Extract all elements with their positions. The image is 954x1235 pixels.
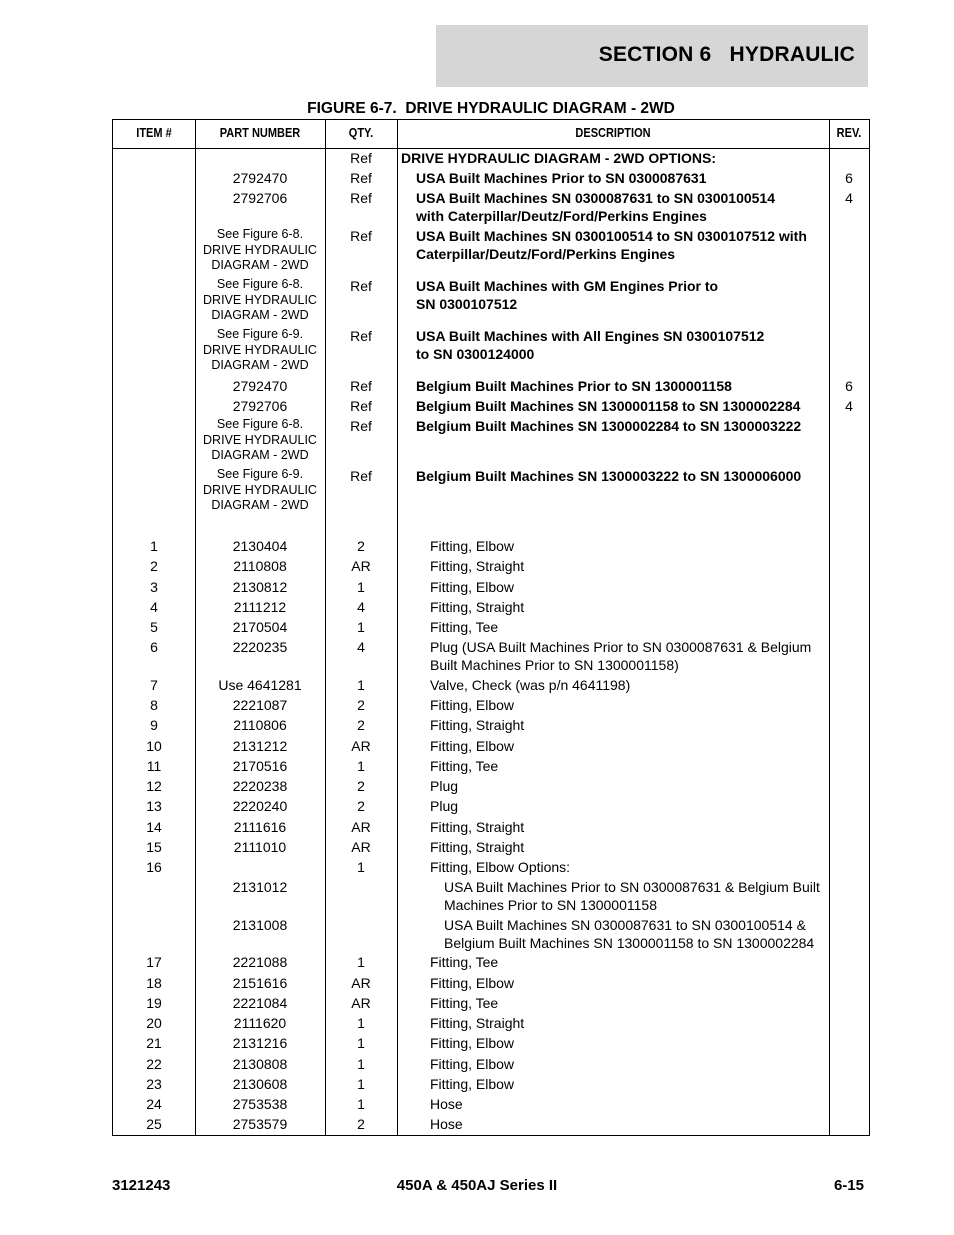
footer-doc-number: 3121243 — [112, 1177, 171, 1194]
description: USA Built Machines SN 0300087631 to SN 0300100514 & Belgium Built Machines SN 1300001158 to SN 1300002284 — [444, 917, 815, 951]
part-number: See Figure 6-8. DRIVE HYDRAULIC DIAGRAM - 2WD — [203, 277, 317, 322]
part-number: 2110806 — [233, 717, 287, 733]
description: DRIVE HYDRAULIC DIAGRAM - 2WD OPTIONS: — [401, 150, 716, 166]
part-number: See Figure 6-8. DRIVE HYDRAULIC DIAGRAM - 2WD — [203, 417, 317, 462]
quantity: 2 — [357, 717, 365, 733]
quantity: 1 — [357, 1076, 365, 1092]
footer-page-number: 6-15 — [833, 1177, 864, 1194]
part-number: 2130812 — [232, 579, 288, 595]
part-number: 2753579 — [232, 1116, 288, 1132]
part-number: 2131008 — [232, 917, 288, 933]
item-number: 13 — [146, 798, 162, 814]
quantity: 4 — [357, 639, 365, 655]
part-number: 2221084 — [232, 995, 288, 1011]
quantity: 1 — [357, 954, 365, 970]
description: Hose — [430, 1116, 463, 1132]
part-number: See Figure 6-9. DRIVE HYDRAULIC DIAGRAM - 2WD — [203, 467, 317, 512]
description: USA Built Machines Prior to SN 0300087631 & Belgium Built Machines Prior to SN 1300001158 — [444, 879, 820, 913]
description: Fitting, Straight — [430, 819, 525, 835]
quantity: 2 — [357, 697, 365, 713]
item-number: 11 — [146, 758, 162, 774]
quantity: 2 — [357, 798, 365, 814]
description: Fitting, Elbow — [430, 579, 515, 595]
description: Fitting, Straight — [430, 1015, 525, 1031]
description: Fitting, Straight — [430, 717, 525, 733]
part-number: Use 4641281 — [218, 677, 302, 693]
column-header-description: DESCRIPTION — [575, 126, 651, 140]
part-number: 2111620 — [233, 1015, 287, 1031]
part-number: 2792470 — [232, 378, 288, 394]
part-number: 2130404 — [232, 538, 288, 554]
item-number: 21 — [146, 1035, 162, 1051]
part-number: 2131212 — [232, 738, 288, 754]
item-number: 18 — [146, 975, 162, 991]
item-number: 10 — [146, 738, 162, 754]
part-number: 2111616 — [233, 819, 287, 835]
revision: 4 — [845, 398, 853, 414]
description: Fitting, Elbow — [430, 1056, 515, 1072]
description: Fitting, Straight — [430, 558, 525, 574]
part-number: 2220235 — [232, 639, 288, 655]
quantity: Ref — [350, 170, 372, 186]
quantity: 1 — [357, 859, 365, 875]
description: Belgium Built Machines SN 1300002284 to SN 1300003222 — [416, 418, 802, 434]
item-number: 25 — [146, 1116, 162, 1132]
part-number: 2170504 — [232, 619, 288, 635]
item-number: 24 — [146, 1096, 162, 1112]
description: Fitting, Tee — [430, 758, 499, 774]
column-header-part-number: PART NUMBER — [219, 126, 301, 140]
part-number: See Figure 6-9. DRIVE HYDRAULIC DIAGRAM - 2WD — [203, 327, 317, 372]
part-number: 2792470 — [232, 170, 288, 186]
part-number: 2221087 — [232, 697, 288, 713]
part-number: 2111010 — [233, 839, 287, 855]
quantity: 1 — [357, 1096, 365, 1112]
quantity: Ref — [350, 190, 372, 206]
header-divider — [113, 148, 869, 149]
item-number: 19 — [146, 995, 162, 1011]
description: Fitting, Elbow — [430, 538, 515, 554]
part-number: 2220240 — [232, 798, 288, 814]
part-number: 2753538 — [232, 1096, 288, 1112]
quantity: Ref — [350, 228, 372, 244]
description: Fitting, Tee — [430, 954, 499, 970]
quantity: AR — [351, 995, 371, 1011]
quantity: Ref — [350, 328, 372, 344]
description: USA Built Machines SN 0300087631 to SN 0300100514 with Caterpillar/Deutz/Ford/Perkins Engines — [416, 190, 776, 224]
part-number: See Figure 6-8. DRIVE HYDRAULIC DIAGRAM - 2WD — [203, 227, 317, 272]
description: Belgium Built Machines SN 1300001158 to SN 1300002284 — [416, 398, 801, 414]
part-number: 2792706 — [232, 398, 288, 414]
column-header-item: ITEM # — [136, 126, 172, 140]
quantity: 1 — [357, 619, 365, 635]
part-number: 2111212 — [233, 599, 287, 615]
column-header-qty: QTY. — [348, 126, 374, 140]
description: Fitting, Straight — [430, 839, 525, 855]
quantity: Ref — [350, 150, 372, 166]
description: Fitting, Elbow — [430, 738, 515, 754]
item-number: 12 — [146, 778, 162, 794]
item-number: 4 — [150, 599, 158, 615]
footer-model: 450A & 450AJ Series II — [396, 1177, 558, 1194]
description: Fitting, Elbow Options: — [430, 859, 571, 875]
item-number: 15 — [146, 839, 162, 855]
part-number: 2170516 — [232, 758, 288, 774]
part-number: 2792706 — [232, 190, 288, 206]
section-header — [436, 25, 868, 87]
quantity: Ref — [350, 378, 372, 394]
description: Fitting, Tee — [430, 995, 499, 1011]
part-number: 2221088 — [232, 954, 288, 970]
quantity: AR — [351, 819, 371, 835]
quantity: 2 — [357, 1116, 365, 1132]
figure-title: FIGURE 6-7. DRIVE HYDRAULIC DIAGRAM - 2WD — [307, 100, 675, 117]
description: Belgium Built Machines SN 1300003222 to SN 1300006000 — [416, 468, 802, 484]
part-number: 2110808 — [233, 558, 287, 574]
item-number: 20 — [146, 1015, 162, 1031]
description: USA Built Machines with All Engines SN 0300107512 to SN 0300124000 — [416, 328, 765, 362]
description: Plug (USA Built Machines Prior to SN 0300087631 & Belgium Built Machines Prior to SN 1300001158) — [430, 639, 812, 673]
item-number: 23 — [146, 1076, 162, 1092]
description: USA Built Machines with GM Engines Prior to SN 0300107512 — [416, 278, 719, 312]
description: Fitting, Tee — [430, 619, 499, 635]
part-number: 2130608 — [232, 1076, 288, 1092]
description: Hose — [430, 1096, 463, 1112]
item-number: 9 — [150, 717, 158, 733]
item-number: 1 — [150, 538, 158, 554]
item-number: 5 — [150, 619, 158, 635]
item-number: 3 — [150, 579, 158, 595]
description: Fitting, Elbow — [430, 697, 515, 713]
parts-table — [112, 119, 870, 1136]
part-number: 2131012 — [232, 879, 288, 895]
description: Fitting, Elbow — [430, 1076, 515, 1092]
part-number: 2130808 — [232, 1056, 288, 1072]
item-number: 6 — [150, 639, 158, 655]
description: Fitting, Elbow — [430, 1035, 515, 1051]
item-number: 14 — [146, 819, 162, 835]
quantity: Ref — [350, 278, 372, 294]
item-number: 22 — [146, 1056, 162, 1072]
description: USA Built Machines SN 0300100514 to SN 0300107512 with Caterpillar/Deutz/Ford/Perkins Engines — [416, 228, 807, 262]
item-number: 8 — [150, 697, 158, 713]
quantity: 2 — [357, 538, 365, 554]
quantity: 4 — [357, 599, 365, 615]
quantity: Ref — [350, 398, 372, 414]
quantity: AR — [351, 558, 371, 574]
description: USA Built Machines Prior to SN 0300087631 — [416, 170, 707, 186]
quantity: 1 — [357, 1056, 365, 1072]
description: Plug — [430, 778, 459, 794]
quantity: 1 — [357, 677, 365, 693]
quantity: 1 — [357, 758, 365, 774]
quantity: Ref — [350, 418, 372, 434]
quantity: 2 — [357, 778, 365, 794]
quantity: AR — [351, 738, 371, 754]
section-title: SECTION 6 HYDRAULIC — [598, 43, 855, 66]
quantity: AR — [351, 975, 371, 991]
revision: 4 — [845, 190, 853, 206]
description: Valve, Check (was p/n 4641198) — [430, 677, 631, 693]
quantity: 1 — [357, 1035, 365, 1051]
description: Fitting, Elbow — [430, 975, 515, 991]
column-divider — [397, 120, 398, 1135]
item-number: 17 — [146, 954, 162, 970]
quantity: 1 — [357, 1015, 365, 1031]
revision: 6 — [845, 378, 853, 394]
part-number: 2151616 — [232, 975, 288, 991]
part-number: 2220238 — [232, 778, 288, 794]
item-number: 2 — [150, 558, 158, 574]
quantity: 1 — [357, 579, 365, 595]
item-number: 7 — [150, 677, 158, 693]
description: Plug — [430, 798, 459, 814]
revision: 6 — [845, 170, 853, 186]
quantity: Ref — [350, 468, 372, 484]
part-number: 2131216 — [232, 1035, 288, 1051]
description: Fitting, Straight — [430, 599, 525, 615]
column-header-rev: REV. — [836, 126, 862, 140]
item-number: 16 — [146, 859, 162, 875]
description: Belgium Built Machines Prior to SN 1300001158 — [416, 378, 732, 394]
quantity: AR — [351, 839, 371, 855]
